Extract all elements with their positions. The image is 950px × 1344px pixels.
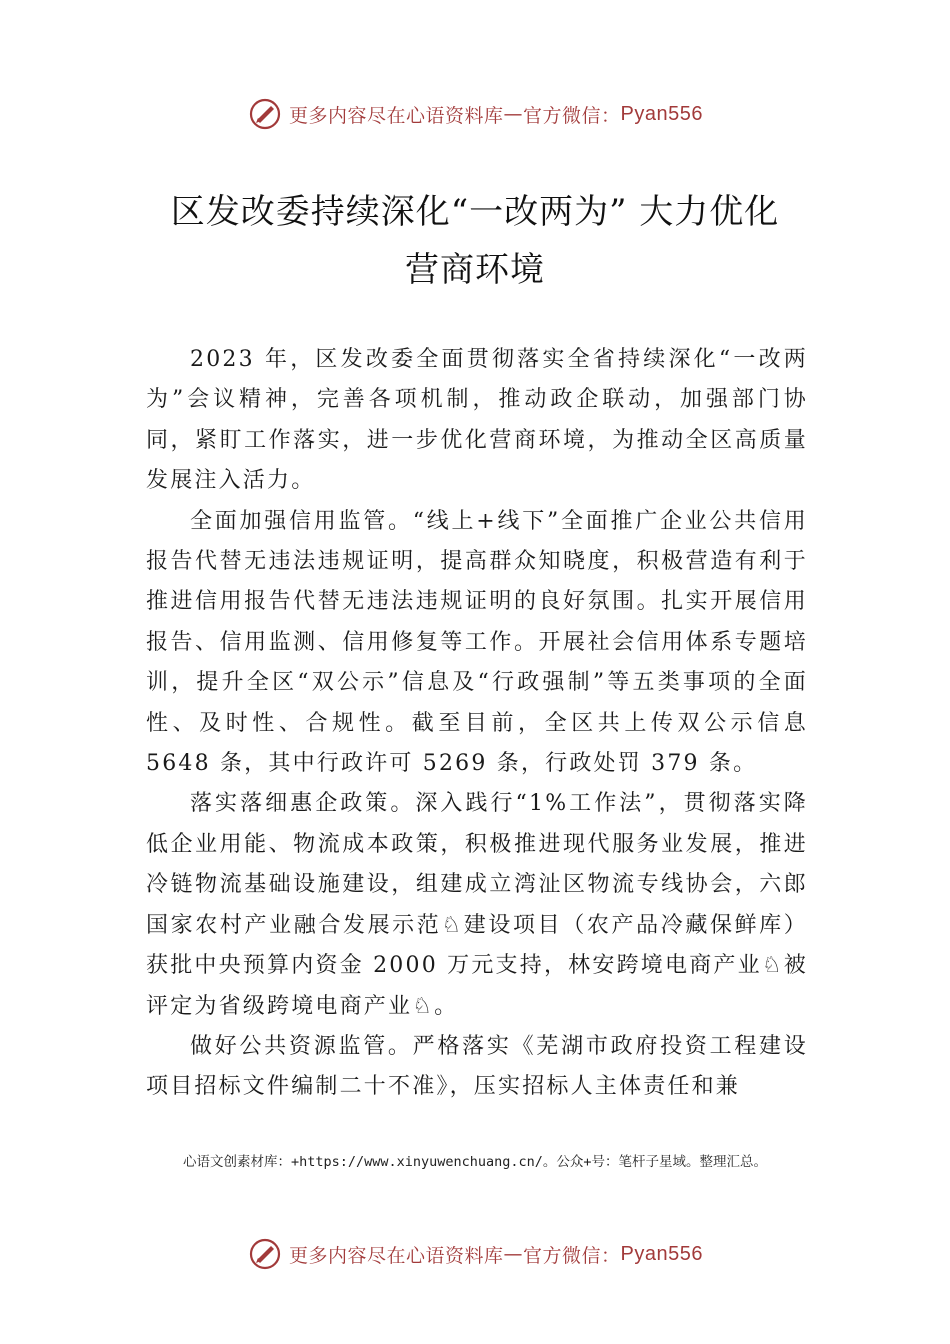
banner-site-text: 更多内容尽在心语资料库 [289, 104, 504, 127]
banner-site-text: 更多内容尽在心语资料库 [289, 1244, 504, 1267]
banner-wechat-id: Pyan556 [620, 1242, 703, 1265]
logo-icon [247, 1236, 283, 1272]
banner-dash: — [503, 1243, 524, 1265]
banner-dash: — [503, 103, 524, 125]
document-title [120, 183, 830, 299]
paragraph-intro: 2023 年，区发改委全面贯彻落实全省持续深化“一改两为”会议精神，完善各项机制，推动政企联动，加强部门协同，紧盯工作落实，进一步优化营商环境，为推动全区高质量发展注入活力。 [146, 347, 808, 494]
banner-wechat-label: 官方微信： [523, 104, 621, 127]
paragraph-policy: 落实落细惠企政策。深入践行“1%工作法”，贯彻落实降低企业用能、物流成本政策，积极推进现代服务业发展，推进冷链物流基础设施建设，组建成立湾沚区物流专线协会，六郎国家农村产业融合发展示范♘建设项目（农产品冷藏保鲜库）获批中央预算内资金 2000 万元支持，林安跨境电商产业♘被评定为省级跨境电商产业♘。 [146, 791, 808, 1019]
document-body [146, 340, 808, 1108]
paragraph-resources: 做好公共资源监管。严格落实《芜湖市政府投资工程建设项目招标文件编制二十不准》，压实招标人主体责任和兼 [146, 1033, 808, 1100]
banner-wechat-id: Pyan556 [620, 102, 703, 125]
footer-watermark-banner [0, 1236, 950, 1272]
logo-icon [247, 96, 283, 132]
banner-wechat-label: 官方微信： [523, 1244, 621, 1267]
title-line-1: 区发改委持续深化“一改两为” 大力优化 [170, 192, 780, 232]
source-footnote: 心语文创素材库：+https://www.xinyuwenchuang.cn/。公众+号：笔杆子星域。整理汇总。 [182, 1154, 768, 1170]
paragraph-credit: 全面加强信用监管。“线上+线下”全面推广企业公共信用报告代替无违法违规证明，提高群众知晓度，积极营造有利于推进信用报告代替无违法违规证明的良好氛围。扎实开展信用报告、信用监测、信用修复等工作。开展社会信用体系专题培训，提升全区“双公示”信息及“行政强制”等五类事项的全面性、及时性、合规性。截至目前，全区共上传双公示信息 5648 条，其中行政许可 5269 条，行政处罚 379 条。 [146, 508, 808, 777]
title-line-2: 营商环境 [405, 250, 545, 290]
header-watermark-banner [0, 96, 950, 132]
